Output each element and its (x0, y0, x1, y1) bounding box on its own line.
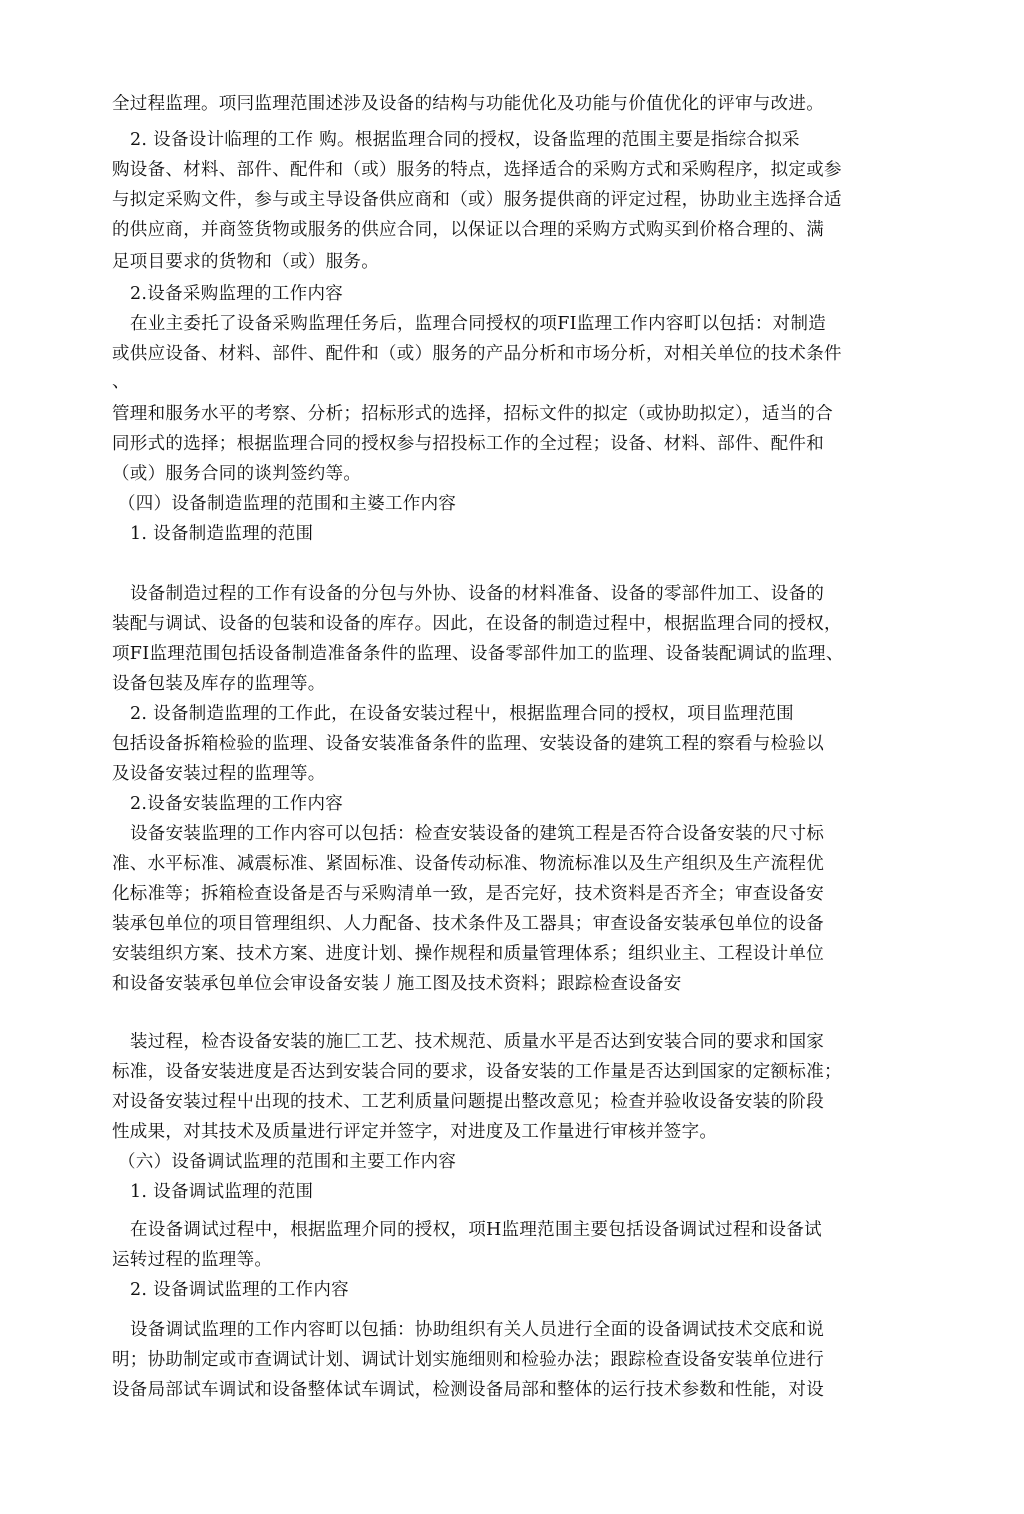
text-line: 设备安装监理的工作内容可以包括：检查安装设备的建筑工程是否符合设备安装的尺寸标 (130, 824, 825, 844)
text-line: 和设备安装承包单位会审设备安装丿施工图及技术资料；跟踪检查设备安 (112, 974, 682, 994)
text-line: 1. 设备制造监理的范围 (130, 524, 314, 544)
text-line: （或）服务合同的谈判签约等。 (112, 464, 362, 484)
text-line: 安装组织方案、技术方案、进度计划、操作规程和质量管理体系；组织业主、工程设计单位 (112, 944, 824, 964)
text-line: 对设备安装过程屮出现的技术、工艺利质量问题提出整改意见；检查并验收设备安装的阶段 (112, 1092, 824, 1112)
text-line: 及设备安装过程的监理等。 (112, 764, 326, 784)
text-line: 2.设备采购监理的工作内容 (130, 284, 344, 304)
text-line: 在业主委托了设备采购监理任务后，监理合同授权的项FI监理工作内容町以包括：对制造 (130, 314, 827, 334)
text-line: 标准，设备安装进度是否达到安装合同的要求，设备安装的工作量是否达到国家的定额标准； (112, 1062, 842, 1082)
text-line: 1. 设备调试监理的范围 (130, 1182, 314, 1202)
text-line: 设备局部试车调试和设备整体试车调试，检测设备局部和整体的运行技术参数和性能，对设 (112, 1380, 824, 1400)
text-line: 设备包装及库存的监理等。 (112, 674, 326, 694)
text-line: （四）设备制造监理的范围和主婆工作内容 (118, 494, 457, 514)
text-line: 设备制造过程的工作有设备的分包与外协、设备的材料准备、设备的零部件加工、设备的 (130, 584, 825, 604)
text-line: 项FI监理范围包括设备制造准备条件的监理、设备零部件加工的监理、设备装配调试的监理、 (112, 644, 844, 664)
text-line: 明；协助制定或市查调试计划、调试计划实施细则和检验办法；跟踪检查设备安装单位进行 (112, 1350, 824, 1370)
text-line: 包括设备拆箱检验的监理、设备安装准备条件的监理、安装设备的建筑工程的察看与检验以 (112, 734, 824, 754)
text-line: 2. 设备设计临理的工作 购。根据监理合同的授权，设备监理的范围主要是指综合拟采 (130, 130, 800, 150)
text-line: 购设备、材料、部件、配件和（或）服务的特点，选择适合的采购方式和采购程序，拟定或参 (112, 160, 842, 180)
text-line: 性成果，对其技术及质量进行评定并签字，对进度及工作量进行审核并签字。 (112, 1122, 718, 1142)
text-line: 、 (112, 372, 130, 392)
text-line: 运转过程的监理等。 (112, 1250, 273, 1270)
text-line: 设备调试监理的工作内容町以包插：协助组织有关人员进行全面的设备调试技术交底和说 (130, 1320, 825, 1340)
text-line: （六）设备调试监理的范围和主要工作内容 (118, 1152, 457, 1172)
text-line: 管理和服务水平的考察、分析；招标形式的选择，招标文件的拟定（或协助拟定），适当的合 (112, 404, 834, 424)
text-line: 同形式的选择；根据监理合同的授权参与招投标工作的全过程；设备、材料、部件、配件和 (112, 434, 824, 454)
text-line: 2. 设备调试监理的工作内容 (130, 1280, 349, 1300)
text-line: 准、水平标准、减震标准、紧固标准、设备传动标准、物流标准以及生产组织及生产流程优 (112, 854, 824, 874)
text-line: 装过程，检杏设备安装的施匚工艺、技术规范、质量水平是否达到安装合同的要求和国家 (130, 1032, 825, 1052)
text-line: 装配与调试、设备的包装和设备的库存。因此，在设备的制造过程中，根据监理合同的授权， (112, 614, 842, 634)
text-line: 2. 设备制造监理的工作此，在设备安装过程屮，根据监理合同的授权，项目监理范围 (130, 704, 794, 724)
text-line: 化标准等；拆箱检查设备是否与采购清单一致，是否完好，技术资料是否齐全；审查设备安 (112, 884, 824, 904)
text-line: 在设备调试过程中，根据监理介同的授权，项H监理范围主要包括设备调试过程和设备试 (130, 1220, 822, 1240)
text-line: 全过程监理。项冃监理范围述涉及设备的结构与功能优化及功能与价值优化的评审与改进。 (112, 94, 824, 114)
text-line: 与拟定采购文件，参与或主导设备供应商和（或）服务提供商的评定过程，协助业主选择合适 (112, 190, 842, 210)
text-line: 或供应设备、材料、部件、配件和（或）服务的产品分析和市场分析，对相关单位的技术条件 (112, 344, 842, 364)
text-line: 2.设备安装监理的工作内容 (130, 794, 344, 814)
text-line: 的供应商，并商签货物或服务的供应合同，以保证以合理的采购方式购买到价格合理的、满 (112, 220, 824, 240)
text-line: 足项目要求的货物和（或）服务。 (112, 252, 379, 272)
text-line: 装承包单位的项目管理组织、人力配备、技术条件及工器具；审查设备安装承包单位的设备 (112, 914, 824, 934)
